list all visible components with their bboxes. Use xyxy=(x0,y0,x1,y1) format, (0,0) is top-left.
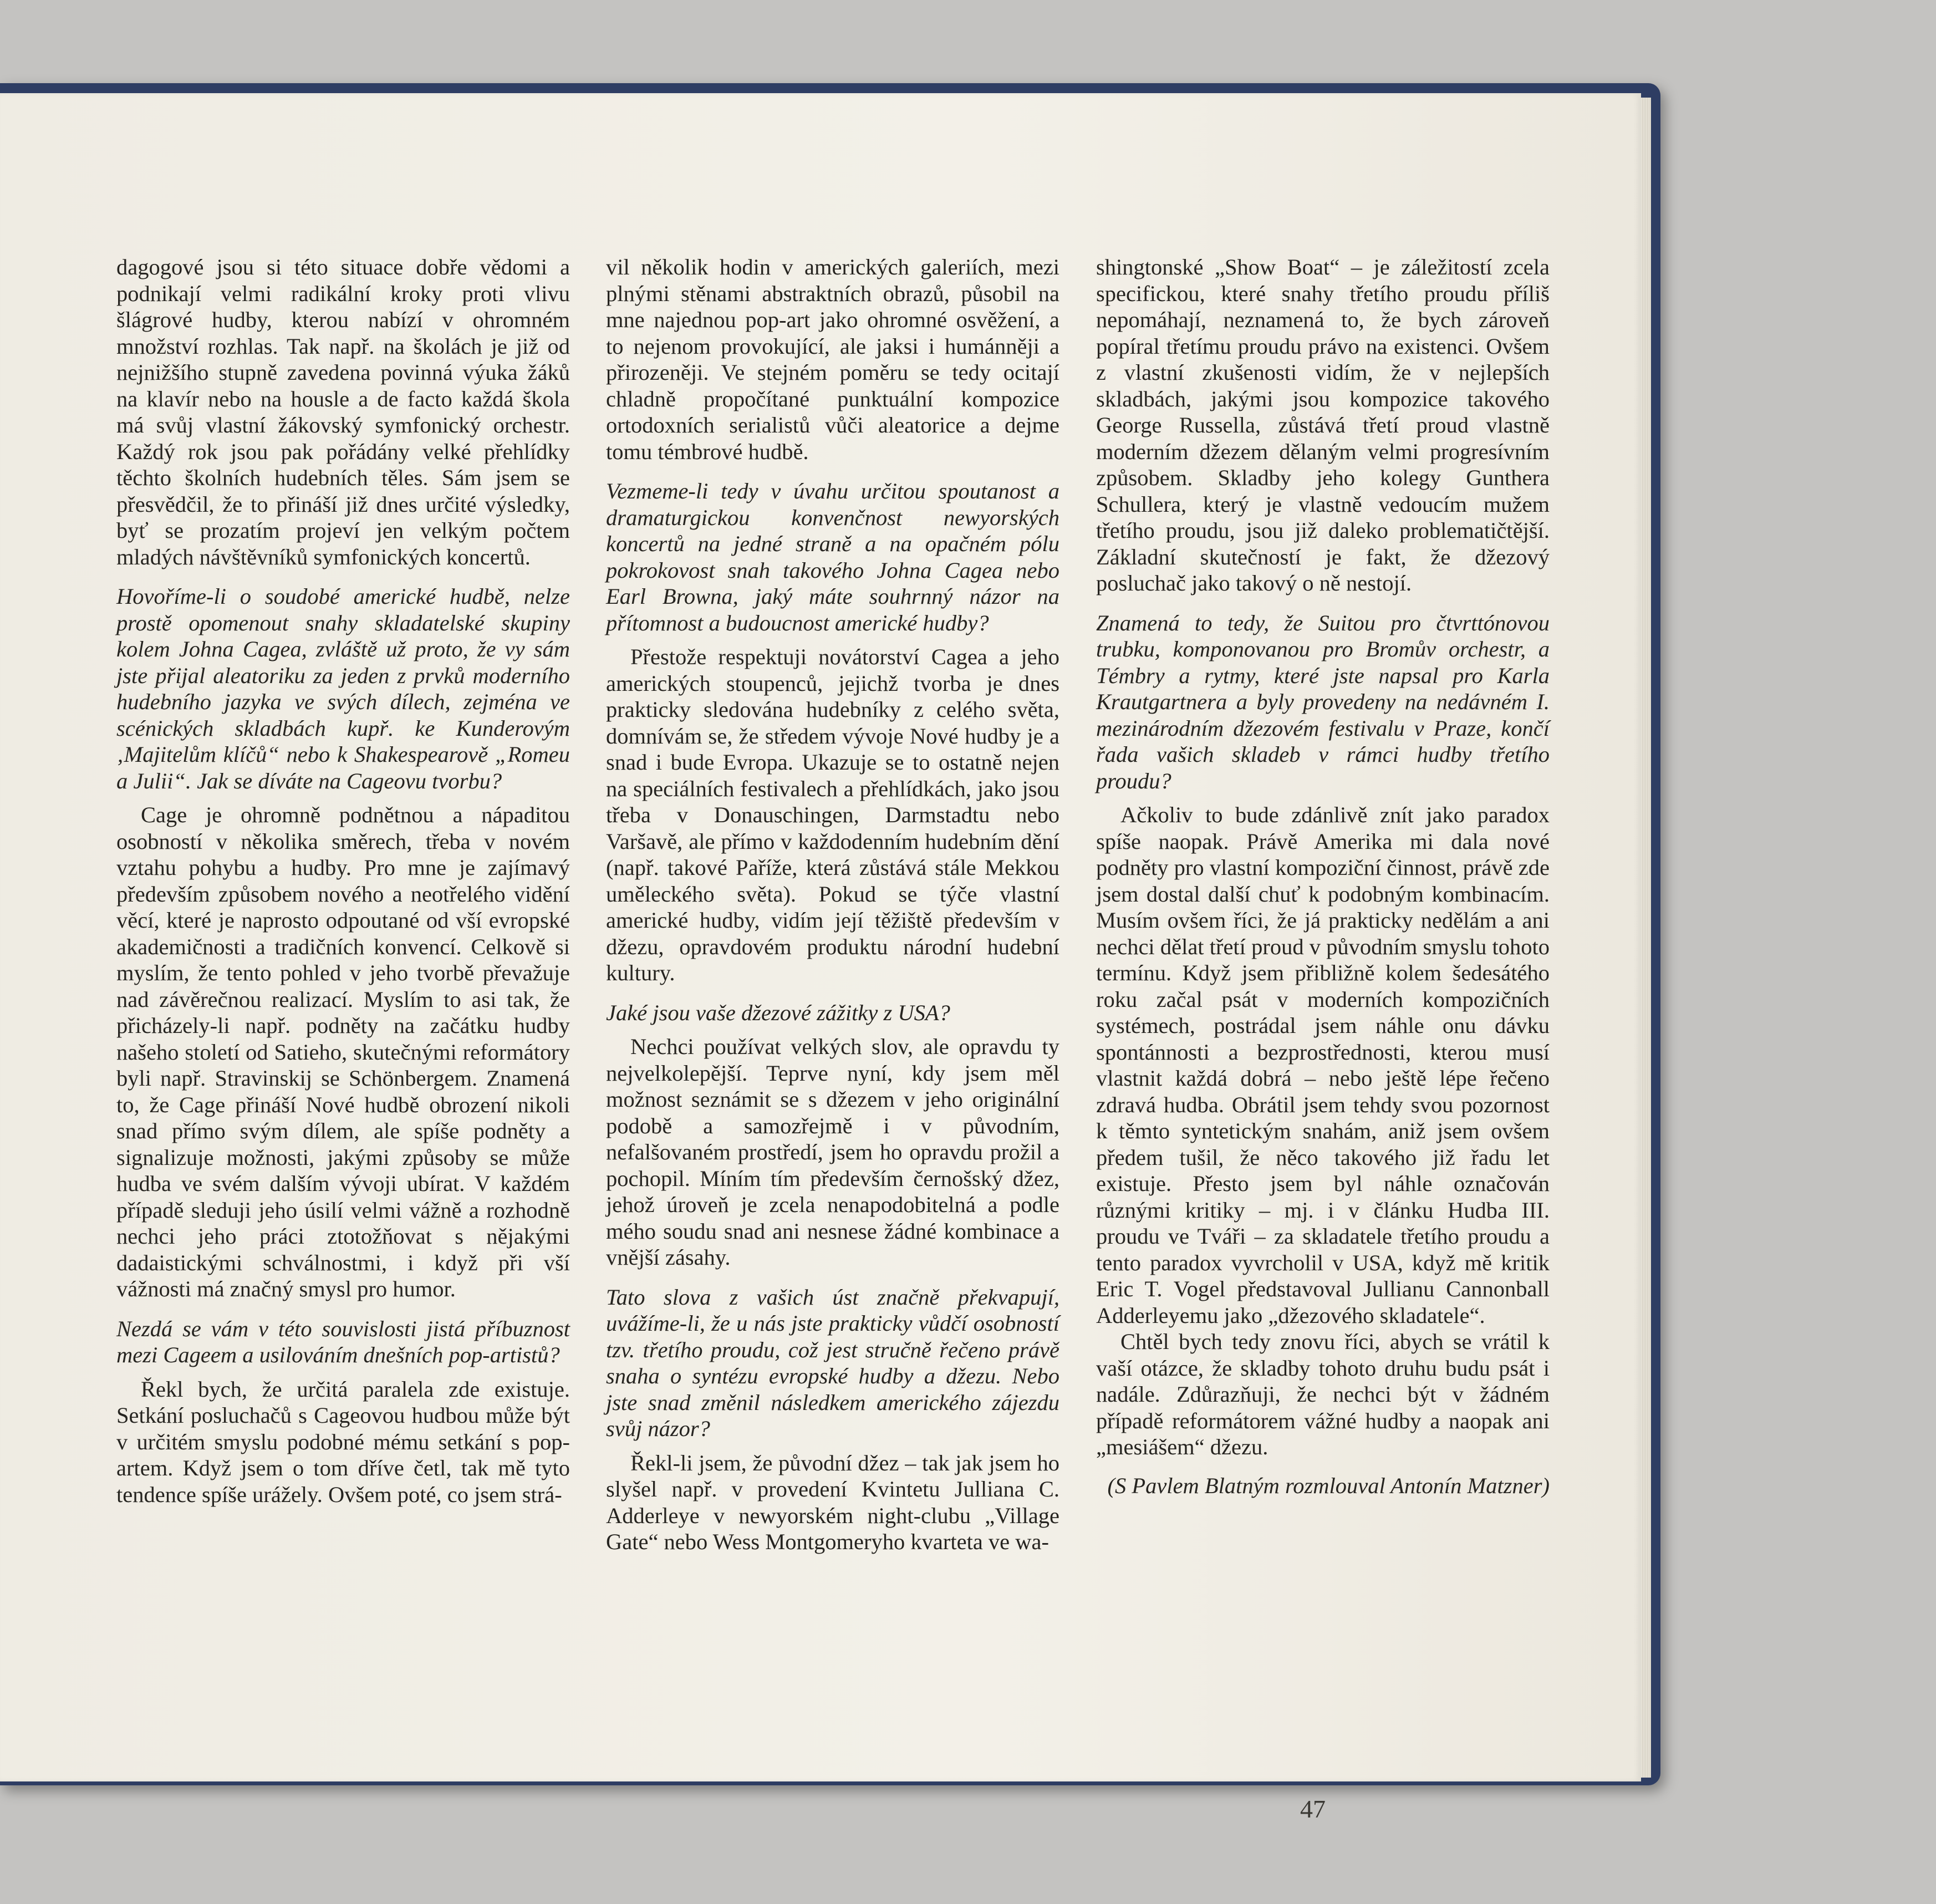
book-page xyxy=(0,93,1641,1823)
paragraph: shingtonské „Show Boat“ – je záležitostí zcela specifickou, které snahy třetího proudu příliš nepomáhají, neznamená to, že bych zároveň popíral třetímu proudu právo na existenci. Ovšem z vlastní zkušenosti vidím, že v nejlepších skladbách, jakými jsou kompozice takového George Russella, zůstává třetí proud vlastně moderním džezem dělaným velmi progresívním způsobem. Skladby jeho kolegy Gunthera Schullera, který je vlastně vedoucím mužem třetího proudu, jsou již daleko problematičtější. Základní skutečností je fakt, že džezový posluchač jako takový o ně nestojí. xyxy=(1096,254,1550,595)
paragraph: Řekl bych, že určitá paralela zde existuje. Setkání posluchačů s Cageovou hudbou může být v určitém smyslu podobné mému setkání s pop-artem. Když jsem o tom dříve četl, tak mě tyto tendence spíše urážely. Ovšem poté, co jsem strá- xyxy=(116,1376,570,1507)
paragraph: dagogové jsou si této situace dobře vědomi a podnikají velmi radikální kroky proti vlivu šlágrové hudby, kterou nabízí v ohromném množství rozhlas. Tak např. na školách je již od nejnižšího stupně zavedena povinná výuka žáků na klavír nebo na housle a de facto každá škola má svůj vlastní žákovský symfonický orchestr. Každý rok jsou pak pořádány velké přehlídky těchto školních hudebních těles. Sám jsem se přesvědčil, že to přináší již dnes určité výsledky, byť se prozatím projeví jen velkým počtem mladých návštěvníků symfonických koncertů. xyxy=(116,254,570,569)
paragraph: vil několik hodin v amerických galeriích, mezi plnými stěnami abstraktních obrazů, působil na mne najednou pop-art jako ohromné osvěžení, a to nejenom provokující, ale jaksi i humánněji a přirozeněji. Ve stejném poměru se tedy ocitají chladně propočítané punktuální kompozice ortodoxních serialistů vůči aleatorice a dejme tomu témbrové hudbě. xyxy=(606,254,1059,464)
text-column-1 xyxy=(116,254,570,1508)
interview-question: Nezdá se vám v této souvislosti jistá příbuznost mezi Cageem a usilováním dnešních pop-artistů? xyxy=(116,1316,570,1367)
paragraph: Chtěl bych tedy znovu říci, abych se vrátil k vaší otázce, že skladby tohoto druhu budu psát i nadále. Zdůrazňuji, že nechci být v žádném případě reformátorem vážné hudby a naopak ani „mesiášem“ džezu. xyxy=(1096,1329,1550,1459)
paragraph: Cage je ohromně podnětnou a nápaditou osobností v několika směrech, třeba v novém vztahu pohybu a hudby. Pro mne je zajímavý především způsobem nového a neotřelého vidění věcí, které je naprosto odpoutané od vší evropské akademičnosti a tradičních konvencí. Celkově si myslím, že tento pohled v jeho tvorbě převažuje nad závěrečnou realizací. Myslím to asi tak, že přicházely-li např. podněty na začátku hudby našeho století od Satieho, skutečnými reformátory byli např. Stravinskij se Schönbergem. Znamená to, že Cage přináší Nové hudbě obrození nikoli snad přímo svým dílem, ale spíše podněty a signalizuje možnosti, jakými způsoby se může hudba ve svém dalším vývoji ubírat. V každém případě sleduji jeho úsilí velmi vážně a rozhodně nechci jeho práci ztotožňovat s nějakými dadaistickými schválnostmi, i když při vší vážnosti má značný smysl pro humor. xyxy=(116,802,570,1301)
paragraph: Přestože respektuji novátorství Cagea a jeho amerických stoupenců, jejichž tvorba je dnes prakticky sledována hudebníky z celého světa, domnívám se, že středem vývoje Nové hudby je a snad i bude Evropa. Ukazuje se to ostatně nejen na speciálních festivalech a přehlídkách, jako jsou třeba v Donauschingen, Darmstadtu nebo Varšavě, ale přímo v každodenním hudebním dění (např. takové Paříže, která zůstává stále Mekkou uměleckého světa). Pokud se týče vlastní americké hudby, vidím její těžiště především v džezu, opravdovém produktu národní hudební kultury. xyxy=(606,644,1059,985)
interview-credit: (S Pavlem Blatným rozmlouval Antonín Matzner) xyxy=(1107,1473,1550,1498)
interview-question: Jaké jsou vaše džezové zážitky z USA? xyxy=(606,1000,950,1025)
page-edges xyxy=(1641,98,1651,1778)
interview-question: Tato slova z vašich úst značně překvapují, uvážíme-li, že u nás jste prakticky vůdčí osobností tzv. třetího proudu, což jest stručně řečeno právě snaha o syntézu evropské hudby a džezu. Nebo jste snad změnil následkem amerického zájezdu svůj názor? xyxy=(606,1284,1059,1441)
paragraph: Řekl-li jsem, že původní džez – tak jak jsem ho slyšel např. v provedení Kvintetu Julliana C. Adderleye v newyorském night-clubu „Village Gate“ nebo Wess Montgomeryho kvarteta ve wa- xyxy=(606,1450,1059,1554)
interview-question: Hovoříme-li o soudobé americké hudbě, nelze prostě opomenout snahy skladatelské skupiny kolem Johna Cagea, zvláště už proto, že vy sám jste přijal aleatoriku za jeden z prvků moderního hudebního jazyka ve svých dílech, zejména ve scénických skladbách kupř. ke Kunderovým ‚Majitelům klíčů“ nebo k Shakespearově „Romeu a Julii“. Jak se díváte na Cageovu tvorbu? xyxy=(116,584,570,793)
paragraph: Ačkoliv to bude zdánlivě znít jako paradox spíše naopak. Právě Amerika mi dala nové podněty pro vlastní kompoziční činnost, právě zde jsem dostal další chuť k podobným kombinacím. Musím ovšem říci, že já prakticky nedělám a ani nechci dělat třetí proud v původním smyslu tohoto termínu. Když jsem přibližně kolem šedesátého roku začal psát v moderních kompozičních systémech, postrádal jsem náhle onu dávku spontánnosti a bezprostřednosti, kterou musí vlastnit každá dobrá – nebo ještě lépe řečeno zdravá hudba. Obrátil jsem tehdy svou pozornost k těmto syntetickým snahám, aniž jsem ovšem předem tušil, že něco takového již řadu let existuje. Přesto jsem byl náhle označován různými kritiky – mj. i v článku Hudba III. proudu ve Tváři – za skladatele třetího proudu a tento paradox vyvrcholil v USA, když mě kritik Eric T. Vogel představoval Jullianu Cannonball Adderleyemu jako „džezového skladatele“. xyxy=(1096,802,1550,1328)
page-number: 47 xyxy=(1300,1795,1326,1823)
interview-question: Znamená to tedy, že Suitou pro čtvrttónovou trubku, komponovanou pro Bromův orchestr, a Témbry a rytmy, které jste napsal pro Karla Krautgartnera a byly provedeny na nedávném I. mezinárodním džezovém festivalu v Praze, končí řada vašich skladeb v rámci hudby třetího proudu? xyxy=(1096,610,1550,793)
paragraph: Nechci používat velkých slov, ale opravdu ty nejvelkolepější. Teprve nyní, kdy jsem měl možnost seznámit se s džezem v jeho originální podobě a samozřejmě i v původním, nefalšovaném prostředí, jsem ho opravdu prožil a pochopil. Míním tím především černošský džez, jehož úroveň je zcela nenapodobitelná a podle mého soudu snad ani nesnese žádné kombinace a vnější zásahy. xyxy=(606,1034,1059,1270)
interview-question: Vezmeme-li tedy v úvahu určitou spoutanost a dramaturgickou konvenčnost newyorských koncertů na jedné straně a na opačném pólu pokrokovost snah takového Johna Cagea nebo Earl Browna, jaký máte souhrnný názor na přítomnost a budoucnost americké hudby? xyxy=(606,478,1059,635)
text-column-2 xyxy=(606,254,1059,1555)
text-column-3 xyxy=(1096,254,1550,1499)
